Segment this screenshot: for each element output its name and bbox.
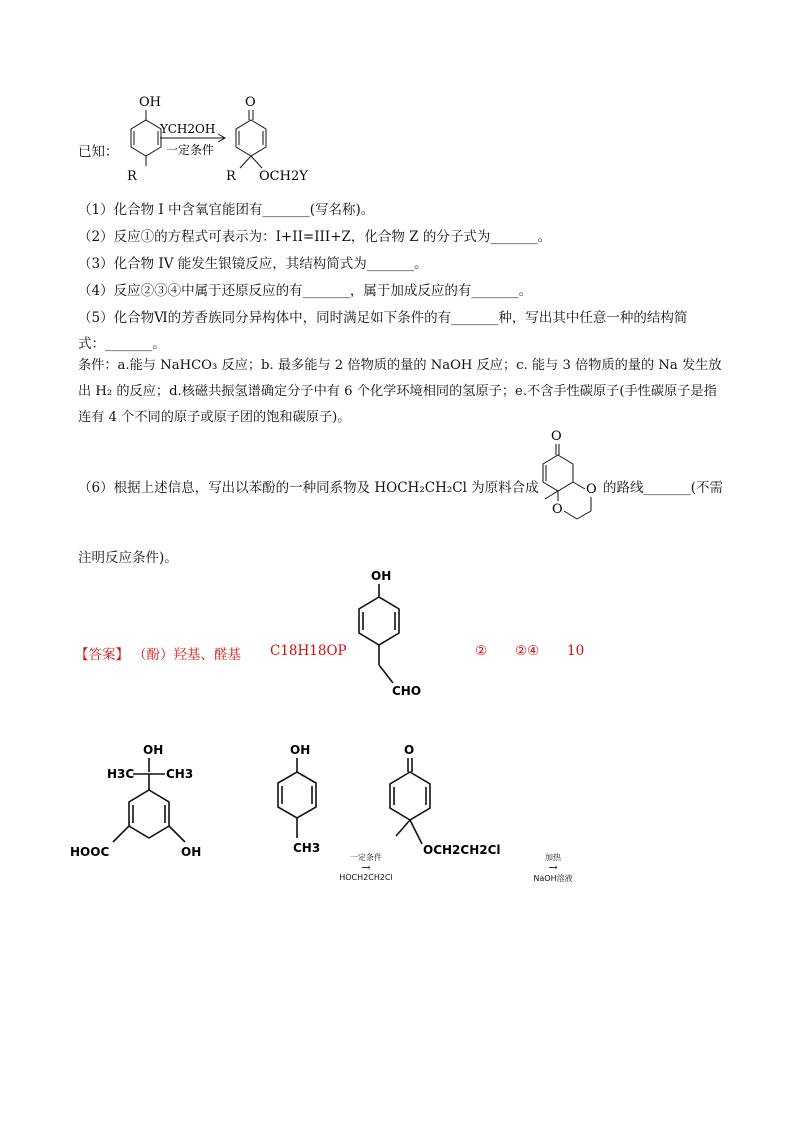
question-5: （5）化合物Ⅵ的芳香族同分异构体中，同时满足如下条件的有_______种，写出其中任意一种的结构简 — [78, 310, 688, 326]
arrow-2: 加热 → NaOH溶液 — [528, 852, 578, 884]
product-r-label: R — [226, 169, 236, 184]
answer-5: 10 — [567, 643, 585, 659]
arrow-1-top: 一定条件 — [350, 853, 382, 862]
known-prefix: 已知： — [78, 144, 119, 160]
s1-hooc-label: HOOC — [70, 845, 110, 859]
reactant-oh-label: OH — [139, 95, 161, 110]
answer-2: C18H18OP — [270, 643, 347, 659]
question-6-cont: 注明反应条件)。 — [78, 550, 178, 566]
answer-1: （酚）羟基、醛基 — [133, 647, 241, 663]
answer-struct-1 — [65, 738, 235, 868]
s3-o-label: O — [404, 743, 415, 757]
target-ring-o1: O — [586, 482, 597, 497]
target-molecule — [525, 425, 605, 535]
target-ketone-o: O — [551, 429, 562, 444]
question-1: （1）化合物 I 中含氧官能团有_______(写名称)。 — [78, 202, 375, 218]
question-2: （2）反应①的方程式可表示为：I+II=III+Z，化合物 Z 的分子式为_______。 — [78, 229, 552, 245]
question-6: （6）根据上述信息，写出以苯酚的一种同系物及 HOCH₂CH₂Cl 为原料合成 — [78, 480, 539, 496]
answer-struct-2 — [260, 738, 330, 863]
arrow-2-bottom: NaOH溶液 — [533, 874, 573, 883]
arrow-2-top: 加热 — [545, 853, 561, 862]
s1-oh-label: OH — [143, 743, 164, 757]
product-o-label: O — [245, 95, 256, 110]
question-3: （3）化合物 IV 能发生银镜反应，其结构简式为_______。 — [78, 256, 428, 272]
answer-3: ② — [475, 643, 488, 659]
answer-4: ②④ — [515, 643, 540, 659]
answer-3-structure — [345, 565, 440, 700]
reactant-r-label: R — [127, 169, 137, 184]
reactant-structure — [127, 95, 161, 184]
s1-ch3-label: CH3 — [166, 767, 194, 781]
reaction-arrow — [159, 122, 225, 157]
answer-label: 【答案】 — [75, 647, 129, 663]
question-5-cont: 式：_______。 — [78, 336, 166, 352]
product-sub-label: OCH2Y — [259, 169, 308, 184]
answer-struct-3 — [380, 738, 510, 858]
s1-h3c-label: H3C — [107, 767, 135, 781]
condition-label: 一定条件 — [166, 143, 215, 157]
question-6-suffix: 的路线_______(不需 — [603, 480, 724, 496]
arrow-1: 一定条件 → HOCH2CH2Cl — [339, 853, 393, 882]
conditions-text: 条件：a.能与 NaHCO₃ 反应；b. 最多能与 2 倍物质的量的 NaOH 反应；c. 能与 3 倍物质的量的 Na 发生放出 H₂ 的反应；d.核磁共振氢谱确定分子中有 6 个化学环境相同的氢原子；e.不含手性碳原子(手性碳原子是指连有 4 个不同的原子或原子团的饱和碳原子)。 — [78, 358, 722, 425]
s1-oh2-label: OH — [181, 845, 202, 859]
reagent-label: YCH2OH — [160, 122, 216, 136]
arrow-1-bottom: HOCH2CH2Cl — [339, 873, 393, 882]
known-reaction-scheme — [110, 88, 340, 188]
product-structure — [226, 95, 308, 184]
answer-struct-oh: OH — [371, 569, 392, 583]
target-ring-o2: O — [552, 502, 563, 517]
s2-oh-label: OH — [290, 743, 311, 757]
s3-sub-label: OCH2CH2Cl — [423, 843, 501, 857]
s2-ch3-label: CH3 — [293, 841, 321, 855]
answer-struct-cho: CHO — [392, 684, 422, 698]
question-4: （4）反应②③④中属于还原反应的有_______，属于加成反应的有_______。 — [78, 283, 533, 299]
